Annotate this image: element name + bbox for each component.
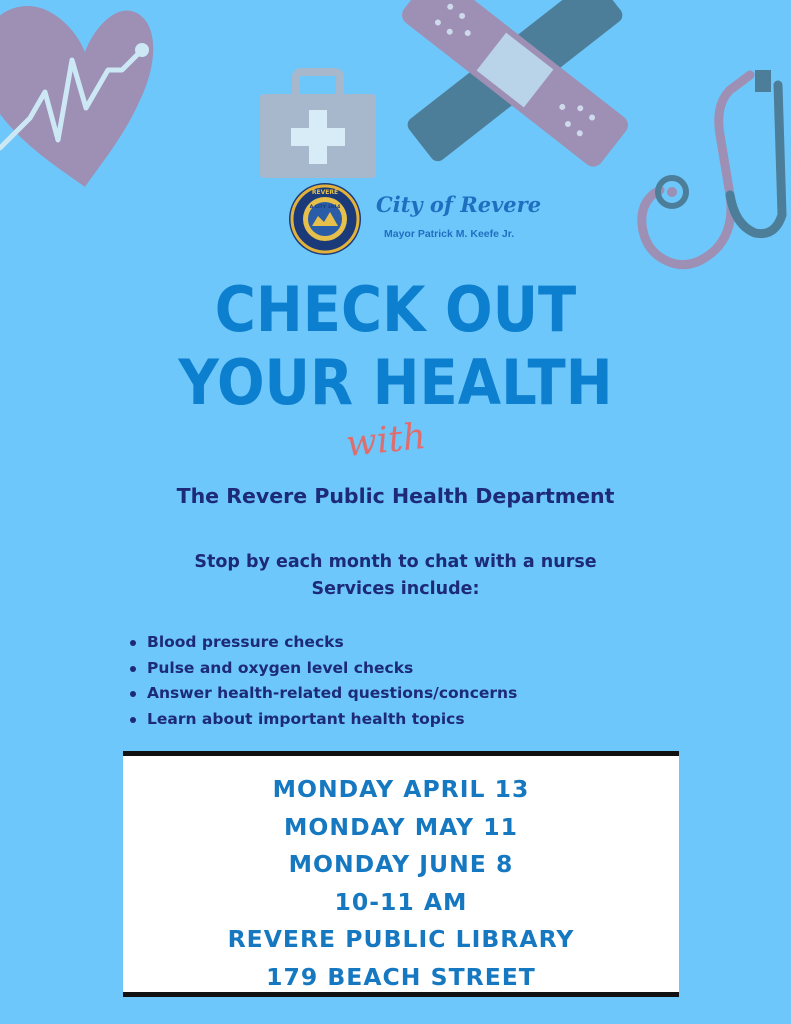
list-item: Learn about important health topics	[128, 707, 517, 733]
intro-line-2: Services include:	[311, 579, 480, 599]
schedule-date-3: MONDAY JUNE 8	[288, 850, 514, 878]
schedule-box	[123, 751, 679, 997]
seal-year: A CITY 1914	[309, 205, 341, 210]
city-seal-icon	[288, 182, 362, 256]
schedule-date-1: MONDAY APRIL 13	[272, 775, 530, 803]
bandages-icon	[400, 0, 630, 170]
schedule-address: 179 BEACH STREET	[266, 962, 536, 991]
seal-name: REVERE	[311, 189, 339, 196]
list-item: Blood pressure checks	[128, 630, 517, 656]
headline-line-1: CHECK OUT	[214, 274, 577, 347]
list-item: Answer health-related questions/concerns	[128, 681, 517, 707]
schedule-date-2: MONDAY MAY 11	[284, 812, 518, 841]
intro-text	[0, 549, 791, 603]
intro-line-1: Stop by each month to chat with a nurse	[194, 552, 597, 572]
first-aid-kit-icon	[258, 68, 378, 180]
city-name: City of Revere	[376, 192, 542, 217]
list-item: Pulse and oxygen level checks	[128, 656, 517, 682]
department-name: The Revere Public Health Department	[176, 484, 615, 508]
schedule-time: 10-11 AM	[334, 887, 468, 916]
headline-line-2: YOUR HEALTH	[178, 347, 613, 420]
stethoscope-icon	[630, 65, 791, 285]
services-list	[128, 630, 517, 732]
headline-connector: with	[344, 415, 428, 466]
city-logo	[288, 182, 548, 257]
schedule-location: REVERE PUBLIC LIBRARY	[227, 925, 575, 953]
heart-pulse-icon	[0, 0, 160, 195]
mayor-name: Mayor Patrick M. Keefe Jr.	[384, 228, 515, 240]
